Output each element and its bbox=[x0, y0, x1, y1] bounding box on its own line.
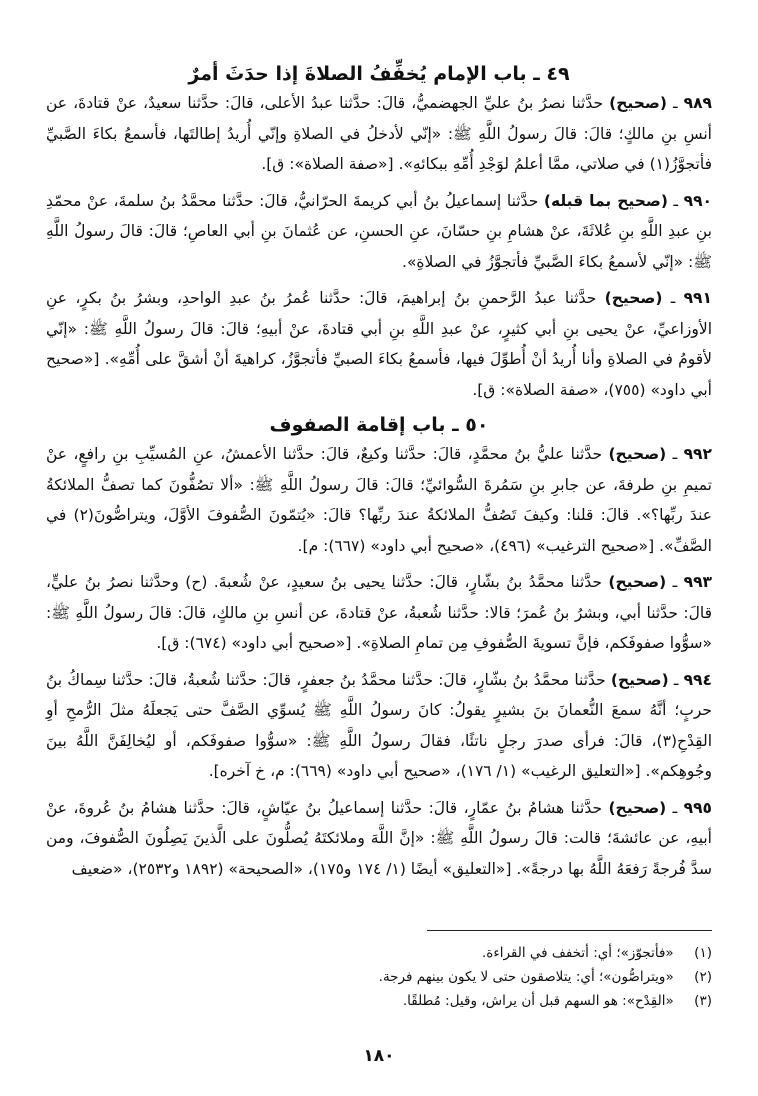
hadith-995: ٩٩٥ ـ (صحيح) حدَّثنا هشامُ بنُ عمّارٍ، قالَ: حدَّثنا إسماعيلُ بنُ عيّاشٍ، قالَ: حدَّثنا هشامُ بنُ عُروةَ، عنْ أبيهِ، عن عائشةَ؛ قالت: قالَ رسولُ اللَّهِ ﷺ: «إنَّ اللَّهَ وملائكتَهُ يُصلُّونَ على الَّذينَ يَصِلُونَ الصُّفوفَ، ومن سدَّ فُرجةً رَفعَهُ اللَّهُ بها درجةً». [«التعليق» أيضًا (١/ ١٧٤ و١٧٥)، «الصحيحة» (١٨٩٢ و٢٥٣٢)، «ضعيف bbox=[46, 798, 712, 878]
hadith-number: ٩٩٥ bbox=[683, 798, 712, 817]
hadith-grade: (صحيح) bbox=[608, 573, 667, 591]
hadith-text: حدَّثنا محمَّدُ بنُ بشّارٍ، قالَ: حدَّثنا يحيى بنُ سعيدٍ، عنْ شُعبةَ. (ح) وحدَّثنا نصرُ بنُ عليٍّ، قالَ: حدَّثنا أبي، وبشرُ بنُ عُمرَ؛ قالا: حدَّثنا شُعبةُ، عنْ قتادةَ، عن أنسِ بنِ مالكٍ، قالَ: قالَ رسولُ اللَّهِ ﷺ: «سوُّوا صفوفَكم، فإنَّ تسويةَ الصُّفوفِ مِن تمامِ الصلاةِ». [«صحيح أبي داود» (٦٧٤): ق]. bbox=[46, 573, 712, 652]
footnote-3 bbox=[46, 989, 712, 1013]
footnote-number: (٢) bbox=[694, 969, 712, 985]
hadith-grade: (صحيح) bbox=[608, 798, 667, 817]
footnote-text: «فأتجوّز»؛ أي: أتخفف في القراءة. bbox=[481, 945, 674, 961]
hadith-text: حدَّثنا محمَّدُ بنُ بشّارٍ، قالَ: حدَّثنا محمَّدُ بنُ جعفرٍ، قالَ: حدَّثنا شُعبةُ، قالَ: حدَّثنا سِماكُ بنُ حربٍ؛ أنَّهُ سمعَ النُّعمانَ بنَ بشيرٍ يقولُ: كانَ رسولُ اللَّهِ ﷺ يُسوِّي الصَّفَّ حتى يَجعلَهُ مثلَ الرُّمحِ أوِ القِدْحِ(٣)، قالَ: فرأى صدرَ رجلٍ ناتئًا، فقالَ رسولُ اللَّهِ ﷺ: «سوُّوا صفوفَكم، أو ليُخالِفَنَّ اللَّهُ بينَ وجُوهِكم». [«التعليق الرغيب» (١/ ١٧٦)، «صحيح أبي داود» (٦٦٩): م، خ آخره]. bbox=[46, 670, 712, 780]
page-number: ١٨٠ bbox=[363, 1046, 395, 1066]
footnote-number: (٣) bbox=[694, 993, 712, 1009]
hadith-text: حدَّثنا عليُّ بنُ محمَّدٍ، قالَ: حدَّثنا وكيعٌ، قالَ: حدَّثنا الأعمشُ، عنِ المُسيِّبِ بنِ رافعٍ، عنْ تميمِ بنِ طرفةَ، عن جابرِ بنِ سَمُرةَ السُّوائيِّ؛ قالَ: قالَ رسولُ اللَّهِ ﷺ: «ألا تصُفُّونَ كما تصفُّ الملائكةُ عندَ ربِّها؟». قالَ: قلنا: وكيفَ تَصُفُّ الملائكةُ عندَ ربِّها؟ قالَ: «يُتمّونَ الصُّفوفَ الأوَّلَ، ويتراصُّونَ(٢) في الصَّفِّ». [«صحيح الترغيب» (٤٩٦)، «صحيح أبي داود» (٦٦٧): م]. bbox=[46, 445, 712, 555]
hadith-number: ٩٩٣ bbox=[683, 573, 712, 591]
hadith-number: ٩٩١ bbox=[683, 289, 712, 307]
hadith-number: ٩٩٢ bbox=[683, 445, 712, 463]
hadith-text: حدَّثنا عبدُ الرَّحمنِ بنُ إبراهيمَ، قالَ: حدَّثنا عُمرُ بنُ عبدِ الواحدِ، وبشرُ بنُ بكرٍ، عنِ الأوزاعيِّ، عنْ يحيى بنِ أبي كثيرٍ، عنْ عبدِ اللَّهِ بنِ أبي قتادةَ، عنْ أبيهِ؛ قالَ: قالَ رسولُ اللَّهِ ﷺ: «إنّي لأقومُ في الصلاةِ وأنا أُريدُ أنْ أُطوِّلَ فيها، فأسمعُ بكاءَ الصبيِّ فأتجوَّزُ، كراهيةَ أنْ أشقَّ على أُمِّهِ». [«صحيح أبي داود» (٧٥٥)، «صفة الصلاة»: ق]. bbox=[46, 289, 712, 399]
footnotes bbox=[46, 930, 712, 1013]
hadith-text: حدَّثنا نصرُ بنُ عليِّ الجهضميُّ، قالَ: حدَّثنا عبدُ الأعلى، قالَ: حدَّثنا سعيدٌ، عنْ قتادةَ، عن أنسِ بنِ مالكٍ؛ قالَ: قالَ رسولُ اللَّهِ ﷺ: «إنّي لأدخلُ في الصلاةِ وإنّي أُريدُ إطالتَها، فأسمعُ بكاءَ الصَّبيِّ فأتجوَّزُ(١) في صلاتي، ممَّا أعلمُ لوَجْدِ أُمِّهِ ببكائهِ». [«صفة الصلاة»: ق]. bbox=[46, 94, 712, 173]
hadith-grade: (صحيح) bbox=[608, 445, 667, 463]
footnote-divider bbox=[427, 930, 712, 931]
hadith-grade: (صحيح) bbox=[609, 94, 667, 112]
hadith-991: ٩٩١ ـ (صحيح) حدَّثنا عبدُ الرَّحمنِ بنُ إبراهيمَ، قالَ: حدَّثنا عُمرُ بنُ عبدِ الواحدِ، وبشرُ بنُ بكرٍ، عنِ الأوزاعيِّ، عنْ يحيى بنِ أبي كثيرٍ، عنْ عبدِ اللَّهِ بنِ أبي قتادةَ، عنْ أبيهِ؛ قالَ: قالَ رسولُ اللَّهِ ﷺ: «إنّي لأقومُ في الصلاةِ وأنا أُريدُ أنْ أُطوِّلَ فيها، فأسمعُ بكاءَ الصبيِّ فأتجوَّزُ، كراهيةَ أنْ أشقَّ على أُمِّهِ». [«صحيح أبي داود» (٧٥٥)، «صفة الصلاة»: ق]. bbox=[46, 289, 712, 399]
hadith-989: ٩٨٩ ـ (صحيح) حدَّثنا نصرُ بنُ عليِّ الجهضميُّ، قالَ: حدَّثنا عبدُ الأعلى، قالَ: حدَّثنا سعيدٌ، عنْ قتادةَ، عن أنسِ بنِ مالكٍ؛ قالَ: قالَ رسولُ اللَّهِ ﷺ: «إنّي لأدخلُ في الصلاةِ وإنّي أُريدُ إطالتَها، فأسمعُ بكاءَ الصَّبيِّ فأتجوَّزُ(١) في صلاتي، ممَّا أعلمُ لوَجْدِ أُمِّهِ ببكائهِ». [«صفة الصلاة»: ق]. bbox=[46, 94, 712, 173]
hadith-990: ٩٩٠ ـ (صحيح بما قبله) حدَّثنا إسماعيلُ بنُ أبي كريمةَ الحرّانيُّ، قالَ: حدَّثنا محمَّدُ بنُ سلمةَ، عنْ محمّدِ بنِ عبدِ اللَّهِ بنِ عُلاثَةَ، عنْ هشامِ بنِ حسّانَ، عنِ الحسنِ، عن عُثمانَ بنِ أبي العاصِ؛ قالَ: قالَ رسولُ اللَّهِ ﷺ: «إنّي لأسمعُ بكاءَ الصَّبيِّ فأتجوَّزُ في الصلاةِ». bbox=[46, 191, 712, 271]
footnote-text: «ويتراصُّون»؛ أي: يتلاصقون حتى لا يكون بينهم فرجة. bbox=[378, 969, 674, 985]
footnote-2 bbox=[46, 965, 712, 989]
hadith-grade: (صحيح) bbox=[604, 289, 663, 307]
hadith-text: حدَّثنا هشامُ بنُ عمّارٍ، قالَ: حدَّثنا إسماعيلُ بنُ عيّاشٍ، قالَ: حدَّثنا هشامُ بنُ عُروةَ، عنْ أبيهِ، عن عائشةَ؛ قالت: قالَ رسولُ اللَّهِ ﷺ: «إنَّ اللَّهَ وملائكتَهُ يُصلُّونَ على الَّذينَ يَصِلُونَ الصُّفوفَ، ومن سدَّ فُرجةً رَفعَهُ اللَّهُ بها درجةً». [«التعليق» أيضًا (١/ ١٧٤ و١٧٥)، «الصحيحة» (١٨٩٢ و٢٥٣٢)، «ضعيف bbox=[46, 798, 712, 878]
hadith-number: ٩٩٤ bbox=[683, 670, 712, 689]
footnote-text: «القِدْح»: هو السهم قبل أن يراش، وقيل: مُطلقًا. bbox=[402, 993, 674, 1009]
hadith-grade: (صحيح) bbox=[610, 670, 669, 689]
hadith-grade: (صحيح بما قبله) bbox=[543, 191, 668, 210]
hadith-993: ٩٩٣ ـ (صحيح) حدَّثنا محمَّدُ بنُ بشّارٍ، قالَ: حدَّثنا يحيى بنُ سعيدٍ، عنْ شُعبةَ. (ح) وحدَّثنا نصرُ بنُ عليٍّ، قالَ: حدَّثنا أبي، وبشرُ بنُ عُمرَ؛ قالا: حدَّثنا شُعبةُ، عنْ قتادةَ، عن أنسِ بنِ مالكٍ، قالَ: قالَ رسولُ اللَّهِ ﷺ: «سوُّوا صفوفَكم، فإنَّ تسويةَ الصُّفوفِ مِن تمامِ الصلاةِ». [«صحيح أبي داود» (٦٧٤): ق]. bbox=[46, 573, 712, 652]
chapter-title-50: ٥٠ ـ باب إقامة الصفوف bbox=[269, 414, 489, 436]
hadith-number: ٩٨٩ bbox=[683, 94, 712, 112]
hadith-text: حدَّثنا إسماعيلُ بنُ أبي كريمةَ الحرّانيُّ، قالَ: حدَّثنا محمَّدُ بنُ سلمةَ، عنْ محمّدِ بنِ عبدِ اللَّهِ بنِ عُلاثَةَ، عنْ هشامِ بنِ حسّانَ، عنِ الحسنِ، عن عُثمانَ بنِ أبي العاصِ؛ قالَ: قالَ رسولُ اللَّهِ ﷺ: «إنّي لأسمعُ بكاءَ الصَّبيِّ فأتجوَّزُ في الصلاةِ». bbox=[46, 191, 712, 271]
hadith-994: ٩٩٤ ـ (صحيح) حدَّثنا محمَّدُ بنُ بشّارٍ، قالَ: حدَّثنا محمَّدُ بنُ جعفرٍ، قالَ: حدَّثنا شُعبةُ، قالَ: حدَّثنا سِماكُ بنُ حربٍ؛ أنَّهُ سمعَ النُّعمانَ بنَ بشيرٍ يقولُ: كانَ رسولُ اللَّهِ ﷺ يُسوِّي الصَّفَّ حتى يَجعلَهُ مثلَ الرُّمحِ أوِ القِدْحِ(٣)، قالَ: فرأى صدرَ رجلٍ ناتئًا، فقالَ رسولُ اللَّهِ ﷺ: «سوُّوا صفوفَكم، أو ليُخالِفَنَّ اللَّهُ بينَ وجُوهِكم». [«التعليق الرغيب» (١/ ١٧٦)، «صحيح أبي داود» (٦٦٩): م، خ آخره]. bbox=[46, 670, 712, 780]
footnote-1 bbox=[46, 941, 712, 965]
footnote-number: (١) bbox=[694, 945, 712, 961]
hadith-992: ٩٩٢ ـ (صحيح) حدَّثنا عليُّ بنُ محمَّدٍ، قالَ: حدَّثنا وكيعٌ، قالَ: حدَّثنا الأعمشُ، عنِ المُسيِّبِ بنِ رافعٍ، عنْ تميمِ بنِ طرفةَ، عن جابرِ بنِ سَمُرةَ السُّوائيِّ؛ قالَ: قالَ رسولُ اللَّهِ ﷺ: «ألا تصُفُّونَ كما تصفُّ الملائكةُ عندَ ربِّها؟». قالَ: قلنا: وكيفَ تَصُفُّ الملائكةُ عندَ ربِّها؟ قالَ: «يُتمّونَ الصُّفوفَ الأوَّلَ، ويتراصُّونَ(٢) في الصَّفِّ». [«صحيح الترغيب» (٤٩٦)، «صحيح أبي داود» (٦٦٧): م]. bbox=[46, 445, 712, 555]
hadith-number: ٩٩٠ bbox=[683, 191, 712, 210]
chapter-title-49: ٤٩ ـ باب الإمام يُخفِّفُ الصلاةَ إذا حدَثَ أمرٌ bbox=[188, 63, 570, 85]
